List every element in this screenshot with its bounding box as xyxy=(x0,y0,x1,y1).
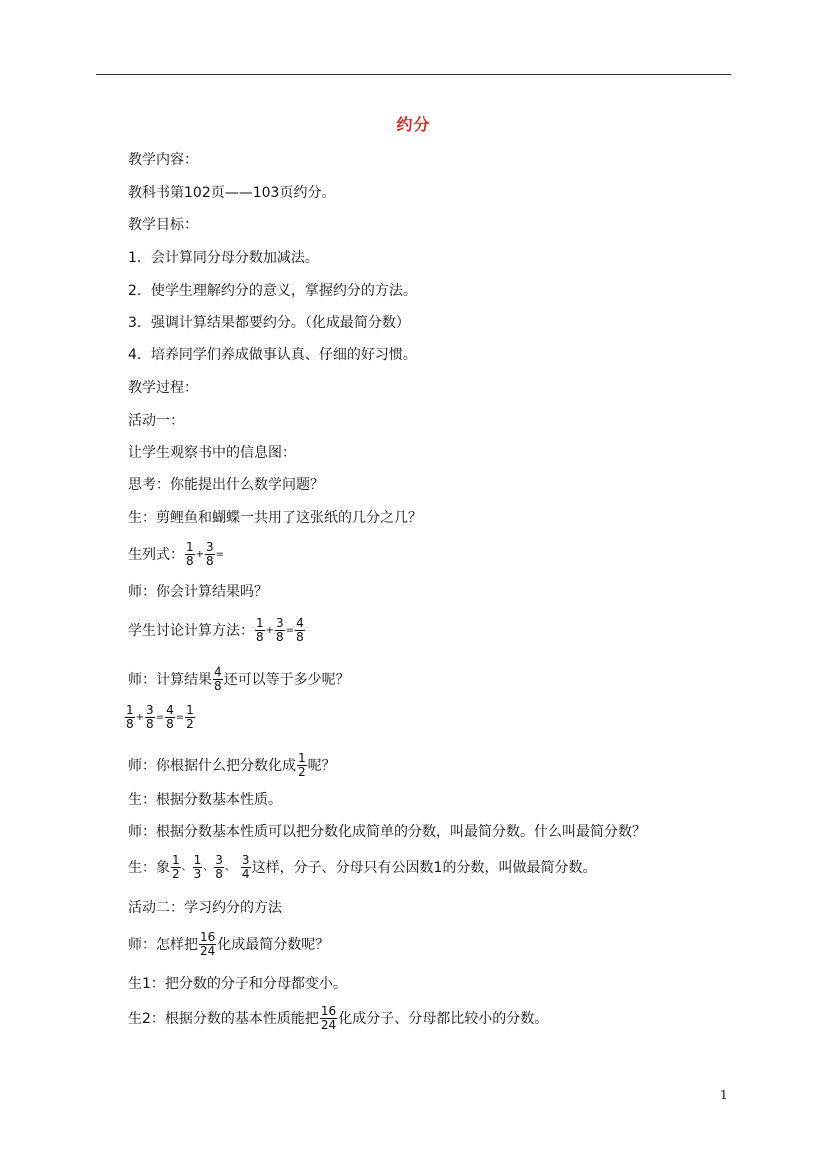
text-line: 让学生观察书中的信息图： xyxy=(128,445,296,461)
header-rule xyxy=(96,74,731,75)
equals-sign: = xyxy=(215,548,225,560)
equation-line xyxy=(128,666,350,693)
fraction: $\frac{3}{8}$ xyxy=(146,703,154,731)
fraction: $\frac{3}{8}$ xyxy=(206,540,214,568)
text-line: 生：剪鲤鱼和蝴蝶一共用了这张纸的几分之几？ xyxy=(128,510,422,526)
fraction: $\frac{1}{8}$ xyxy=(256,616,264,644)
line-suffix: 呢？ xyxy=(307,757,336,774)
text-line: 教学过程： xyxy=(128,380,198,396)
line-prefix: 生：象 xyxy=(128,859,170,876)
line-prefix: 生2：根据分数的基本性质能把 xyxy=(128,1010,319,1027)
line-prefix: 师：怎样把 xyxy=(128,936,198,953)
fraction: $\frac{1}{8}$ xyxy=(126,703,134,731)
separator: 、 xyxy=(181,861,192,873)
line-suffix: 化成最简分数呢？ xyxy=(217,936,330,953)
fraction: $\frac{3}{4}$ xyxy=(241,853,250,881)
fraction: $\frac{4}{8}$ xyxy=(214,665,222,693)
page-number: 1 xyxy=(720,1088,728,1102)
plus-sign: + xyxy=(195,548,205,560)
plus-sign: + xyxy=(135,711,145,723)
text-line: 2．使学生理解约分的意义，掌握约分的方法。 xyxy=(128,283,417,299)
equation-line xyxy=(128,854,596,881)
line-prefix: 师：你根据什么把分数化成 xyxy=(128,757,296,774)
line-prefix: 学生讨论计算方法： xyxy=(128,622,254,639)
equals-sign: = xyxy=(155,711,165,723)
plus-sign: + xyxy=(265,624,275,636)
fraction: $\frac{4}{8}$ xyxy=(296,616,304,644)
fraction: $\frac{16}{24}$ xyxy=(320,1004,337,1032)
fraction: $\frac{1}{2}$ xyxy=(186,703,194,731)
text-line: 活动一： xyxy=(128,413,184,429)
doc-title: 约分 xyxy=(396,115,431,134)
text-line: 教学目标： xyxy=(128,217,198,233)
line-prefix: 生列式： xyxy=(128,546,184,563)
equals-sign: = xyxy=(175,711,185,723)
text-line: 生：根据分数基本性质。 xyxy=(128,792,282,808)
separator: 、 xyxy=(224,861,235,873)
text-line: 3．强调计算结果都要约分。（化成最简分数） xyxy=(128,315,410,331)
fraction: $\frac{1}{3}$ xyxy=(193,853,202,881)
equation-line xyxy=(128,1005,548,1032)
fraction: $\frac{3}{8}$ xyxy=(215,853,223,881)
equation-line xyxy=(128,541,224,568)
fraction: $\frac{1}{8}$ xyxy=(186,540,194,568)
equation-line xyxy=(124,704,196,731)
fraction: $\frac{1}{2}$ xyxy=(172,853,180,881)
line-prefix: 师：计算结果 xyxy=(128,671,212,688)
text-line: 活动二：学习约分的方法 xyxy=(128,900,282,916)
equals-sign: = xyxy=(285,624,295,636)
separator: 、 xyxy=(203,861,214,873)
text-line: 师：根据分数基本性质可以把分数化成简单的分数，叫最简分数。什么叫最简分数？ xyxy=(128,824,646,840)
fraction: $\frac{3}{8}$ xyxy=(276,616,284,644)
fraction: $\frac{16}{24}$ xyxy=(200,930,216,958)
fraction: $\frac{4}{8}$ xyxy=(166,703,174,731)
equation-line xyxy=(128,931,329,958)
text-line: 生1：把分数的分子和分母都变小。 xyxy=(128,976,347,992)
line-suffix: 还可以等于多少呢？ xyxy=(223,671,350,688)
text-line: 4．培养同学们养成做事认真、仔细的好习惯。 xyxy=(128,347,417,363)
line-suffix: 化成分子、分母都比较小的分数。 xyxy=(338,1010,549,1027)
equation-line xyxy=(128,617,306,644)
equation-line xyxy=(128,752,336,779)
text-line: 师：你会计算结果吗？ xyxy=(128,584,268,600)
line-suffix: 这样，分子、分母只有公因数1的分数，叫做最简分数。 xyxy=(251,859,597,876)
text-line: 教科书第102页——103页约分。 xyxy=(128,185,336,201)
fraction: $\frac{1}{2}$ xyxy=(298,751,306,779)
text-line: 1．会计算同分母分数加减法。 xyxy=(128,250,319,266)
text-line: 教学内容： xyxy=(128,152,198,168)
text-line: 思考：你能提出什么数学问题？ xyxy=(128,477,324,493)
